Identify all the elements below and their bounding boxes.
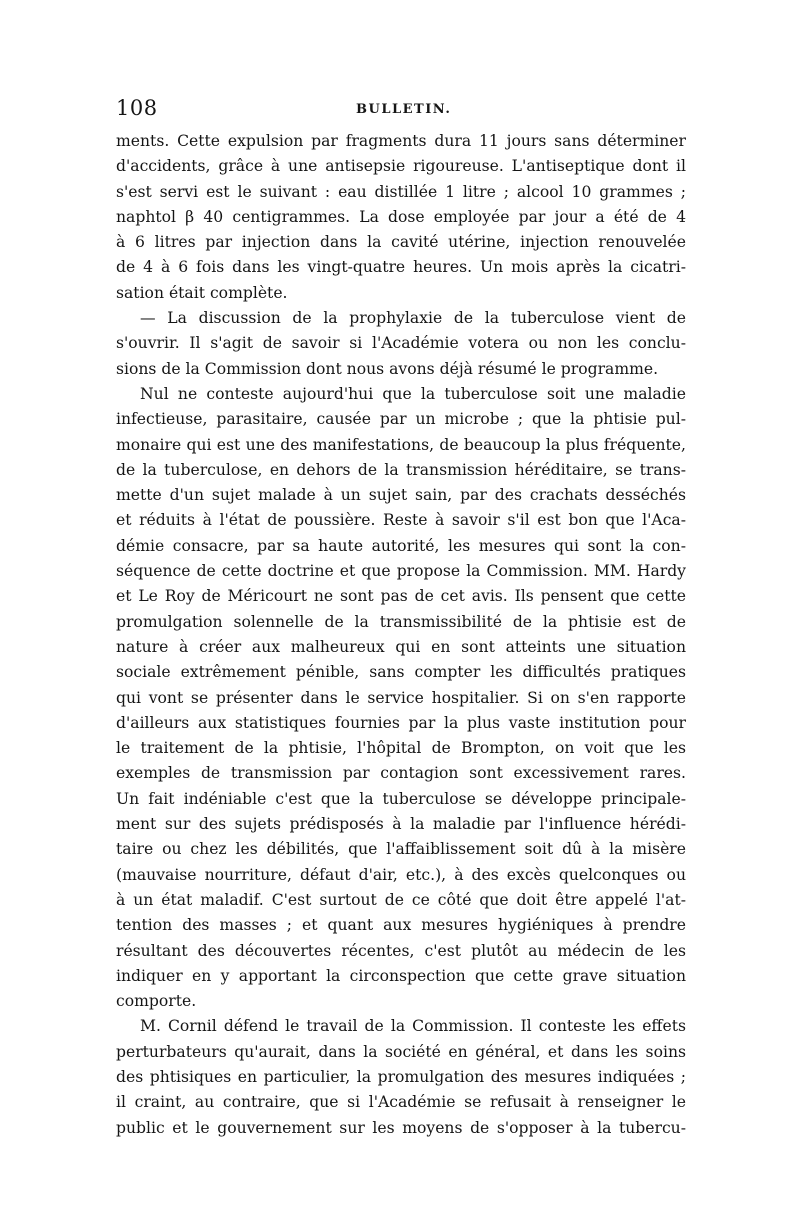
text-line: sation était complète. <box>116 283 288 302</box>
text-line: séquence de cette doctrine et que propose la Commission. MM. Hardy <box>116 562 686 581</box>
text-line: s'ouvrir. Il s'agit de savoir si l'Académie votera ou non les conclu- <box>116 334 686 353</box>
text-line: il craint, au contraire, que si l'Académie se refusait à renseigner le <box>116 1093 686 1112</box>
text-line: d'ailleurs aux statistiques fournies par la plus vaste institution pour <box>116 713 686 732</box>
text-line: ment sur des sujets prédisposés à la maladie par l'influence hérédi- <box>116 815 686 834</box>
text-line: et Le Roy de Méricourt ne sont pas de cet avis. Ils pensent que cette <box>116 587 686 606</box>
running-head: BULLETIN. <box>356 102 452 117</box>
text-line: M. Cornil défend le travail de la Commission. Il conteste les effets <box>140 1017 686 1036</box>
text-line: sociale extrêmement pénible, sans compter les difficultés pratiques <box>116 663 686 682</box>
text-line: de la tuberculose, en dehors de la transmission héréditaire, se trans- <box>116 460 686 479</box>
page-number: 108 <box>116 96 158 120</box>
text-line: Nul ne conteste aujourd'hui que la tuberculose soit une maladie <box>140 384 686 403</box>
text-line: d'accidents, grâce à une antisepsie rigoureuse. L'antiseptique dont il <box>116 157 686 176</box>
text-line: démie consacre, par sa haute autorité, les mesures qui sont la con- <box>116 536 686 555</box>
text-line: exemples de transmission par contagion sont excessivement rares. <box>116 764 686 783</box>
text-line: tention des masses ; et quant aux mesures hygiéniques à prendre <box>116 916 686 935</box>
text-line: infectieuse, parasitaire, causée par un microbe ; que la phtisie pul- <box>116 410 686 429</box>
text-line: monaire qui est une des manifestations, de beaucoup la plus fréquente, <box>116 435 686 454</box>
text-line: sions de la Commission dont nous avons déjà résumé le programme. <box>116 359 659 378</box>
text-line: des phtisiques en particulier, la promulgation des mesures indiquées ; <box>116 1067 686 1086</box>
text-line: à un état maladif. C'est surtout de ce côté que doit être appelé l'at- <box>116 890 686 909</box>
text-line: résultant des découvertes récentes, c'est plutôt au médecin de les <box>116 941 686 960</box>
text-line: (mauvaise nourriture, défaut d'air, etc.), à des excès quelconques ou <box>116 865 686 884</box>
text-line: de 4 à 6 fois dans les vingt-quatre heures. Un mois après la cicatri- <box>116 258 686 277</box>
text-line: perturbateurs qu'aurait, dans la société en général, et dans les soins <box>116 1042 686 1061</box>
text-line: et réduits à l'état de poussière. Reste à savoir s'il est bon que l'Aca- <box>116 511 686 530</box>
text-line: public et le gouvernement sur les moyens de s'opposer à la tubercu- <box>116 1118 686 1137</box>
text-line: le traitement de la phtisie, l'hôpital de Brompton, on voit que les <box>116 739 686 758</box>
text-line: Un fait indéniable c'est que la tuberculose se développe principale- <box>116 789 686 808</box>
text-line: mette d'un sujet malade à un sujet sain, par des crachats desséchés <box>116 486 686 505</box>
text-line: s'est servi est le suivant : eau distillée 1 litre ; alcool 10 grammes ; <box>116 182 686 201</box>
text-line: indiquer en y apportant la circonspection que cette grave situation <box>116 966 686 985</box>
page-header <box>116 96 686 122</box>
text-line: à 6 litres par injection dans la cavité utérine, injection renouvelée <box>116 233 686 252</box>
text-line: promulgation solennelle de la transmissibilité de la phtisie est de <box>116 612 686 631</box>
text-line: comporte. <box>116 992 197 1011</box>
text-line: qui vont se présenter dans le service hospitalier. Si on s'en rapporte <box>116 688 686 707</box>
text-line: naphtol β 40 centigrammes. La dose employée par jour a été de 4 <box>116 207 686 226</box>
text-line: taire ou chez les débilités, que l'affaiblissement soit dû à la misère <box>116 840 686 859</box>
text-line: nature à créer aux malheureux qui en sont atteints une situation <box>116 637 686 656</box>
text-line: — La discussion de la prophylaxie de la tuberculose vient de <box>140 309 686 328</box>
body-text <box>116 129 686 1141</box>
text-line: ments. Cette expulsion par fragments dura 11 jours sans déterminer <box>116 132 686 150</box>
